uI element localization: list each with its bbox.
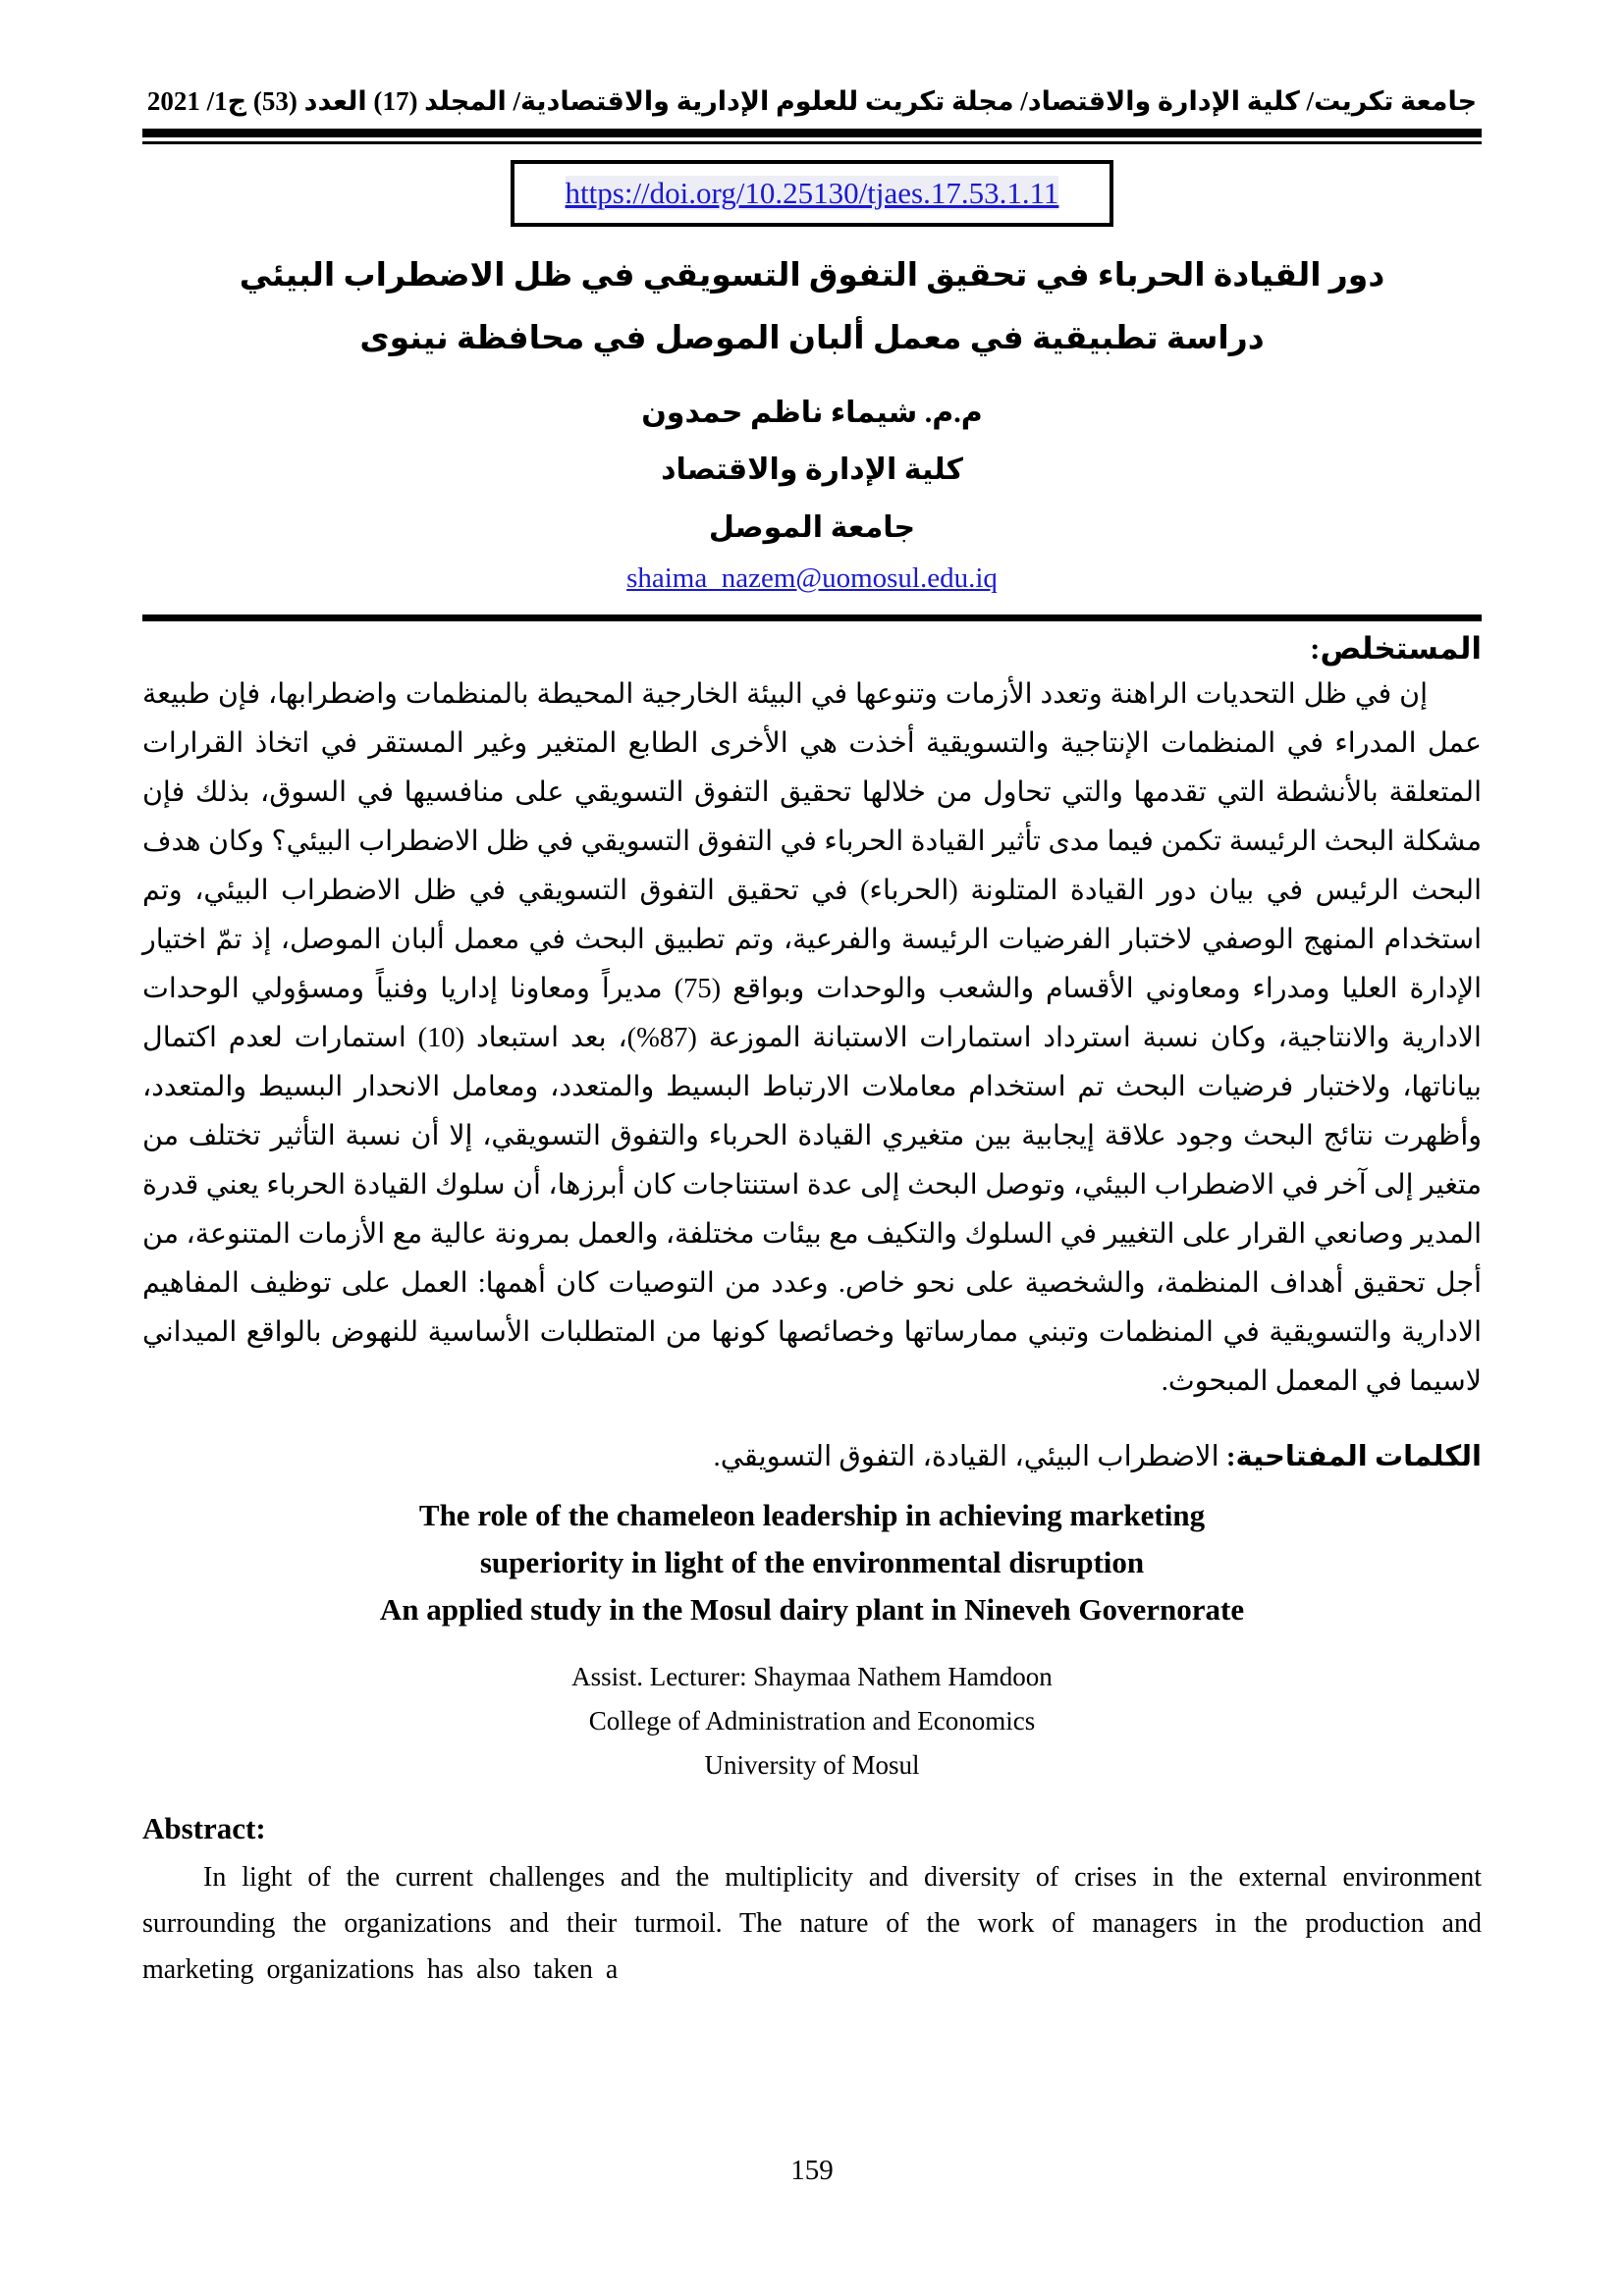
author-email-line — [142, 562, 1482, 595]
english-author-college: College of Administration and Economics — [588, 1705, 1036, 1735]
arabic-title — [142, 244, 1482, 371]
arabic-author-college: كلية الإدارة والاقتصاد — [661, 454, 963, 487]
page-number: 159 — [790, 2155, 834, 2186]
arabic-author-name: م.م. شيماء ناظم حمدون — [641, 396, 983, 429]
english-author-university: University of Mosul — [704, 1749, 920, 1780]
header-divider-thick-bar — [142, 129, 1482, 137]
keywords-label: الكلمات المفتاحية: — [1225, 1440, 1482, 1472]
english-abstract-body: In light of the current challenges and the multiplicity and diversity of crises in the external environment surrounding the organizations and their turmoil. The nature of the work of managers in the production and marketing organizations has also taken a — [142, 1861, 1482, 1985]
english-title-line3: An applied study in the Mosul dairy plant in Nineveh Governorate — [379, 1591, 1245, 1627]
doi-link[interactable]: https://doi.org/10.25130/tjaes.17.53.1.11 — [565, 176, 1059, 211]
arabic-title-line1: دور القيادة الحرباء في تحقيق التفوق التسويقي في ظل الاضطراب البيئي — [239, 258, 1385, 294]
header-divider — [142, 129, 1482, 144]
arabic-title-line2: دراسة تطبيقية في معمل ألبان الموصل في محافظة نينوى — [359, 321, 1265, 357]
doi-box — [511, 160, 1114, 227]
english-author-name: Assist. Lecturer: Shaymaa Nathem Hamdoon — [571, 1661, 1053, 1691]
keywords-text: الاضطراب البيئي، القيادة، التفوق التسويقي. — [713, 1440, 1226, 1472]
arabic-author-university: جامعة الموصل — [708, 510, 916, 544]
english-author-block — [142, 1655, 1482, 1788]
english-title-line2: superiority in light of the environmental disruption — [479, 1544, 1145, 1579]
english-title-line1: The role of the chameleon leadership in achieving marketing — [418, 1497, 1206, 1532]
author-email-link[interactable]: shaima_nazem@uomosul.edu.iq — [626, 562, 998, 595]
arabic-abstract-body: إن في ظل التحديات الراهنة وتعدد الأزمات وتنوعها في البيئة الخارجية المحيطة بالمنظمات واضطرابها، فإن طبيعة عمل المدراء في المنظمات الإنتاجية والتسويقية أخذت هي الأخرى الطابع المتغير وغير المستقر في اتخاذ القرارات المتعلقة بالأنشطة التي تقدمها والتي تحاول من خلالها تحقيق التفوق التسويقي على منافسيها في السوق، بذلك فإن مشكلة البحث الرئيسة تكمن فيما مدى تأثير القيادة الحرباء في التفوق التسويقي في ظل الاضطراب البيئي؟ وكان هدف البحث الرئيس في بيان دور القيادة المتلونة (الحرباء) في تحقيق التفوق التسويقي في ظل الاضطراب البيئي، وتم استخدام المنهج الوصفي لاختبار الفرضيات الرئيسة والفرعية، وتم تطبيق البحث في معمل ألبان الموصل، إذ تمّ اختيار الإدارة العليا ومدراء ومعاوني الأقسام والشعب والوحدات وبواقع (75) مديراً ومعاونا إداريا وفنياً ومسؤولي الوحدات الادارية والانتاجية، وكان نسبة استرداد استمارات الاستبانة الموزعة (87%)، بعد استبعاد (10) استمارات لعدم اكتمال بياناتها، ولاختبار فرضيات البحث تم استخدام معاملات الارتباط البسيط والمتعدد، ومعامل الانحدار البسيط والمتعدد، وأظهرت نتائج البحث وجود علاقة إيجابية بين متغيري القيادة الحرباء والتفوق التسويقي، إلا أن نسبة التأثير تختلف من متغير إلى آخر في الاضطراب البيئي، وتوصل البحث إلى عدة استنتاجات كان أبرزها، أن سلوك القيادة الحرباء يعني قدرة المدير وصانعي القرار على التغيير في السلوك والتكيف مع بيئات مختلفة، والعمل بمرونة عالية مع الأزمات المتنوعة، من أجل تحقيق أهداف المنظمة، والشخصية على نحو خاص. وعدد من التوصيات كان أهمها: العمل على توظيف المفاهيم الادارية والتسويقية في المنظمات وتبني ممارساتها وخصائصها كونها من المتطلبات الأساسية للنهوض بالواقع الميداني لاسيما في المعمل المبحوث. — [142, 679, 1482, 1398]
abstract-divider — [142, 614, 1482, 621]
arabic-author-block — [142, 385, 1482, 558]
keywords-line — [142, 1435, 1482, 1478]
english-title — [142, 1492, 1482, 1633]
english-abstract-heading: Abstract: — [142, 1810, 266, 1845]
header-divider-thin-bar — [142, 141, 1482, 144]
journal-header: جامعة تكريت/ كلية الإدارة والاقتصاد/ مجلة تكريت للعلوم الإدارية والاقتصادية/ المجلد (17) العدد (53) ج1/ 2021 — [146, 86, 1478, 116]
arabic-abstract-heading: المستخلص: — [1310, 631, 1482, 667]
